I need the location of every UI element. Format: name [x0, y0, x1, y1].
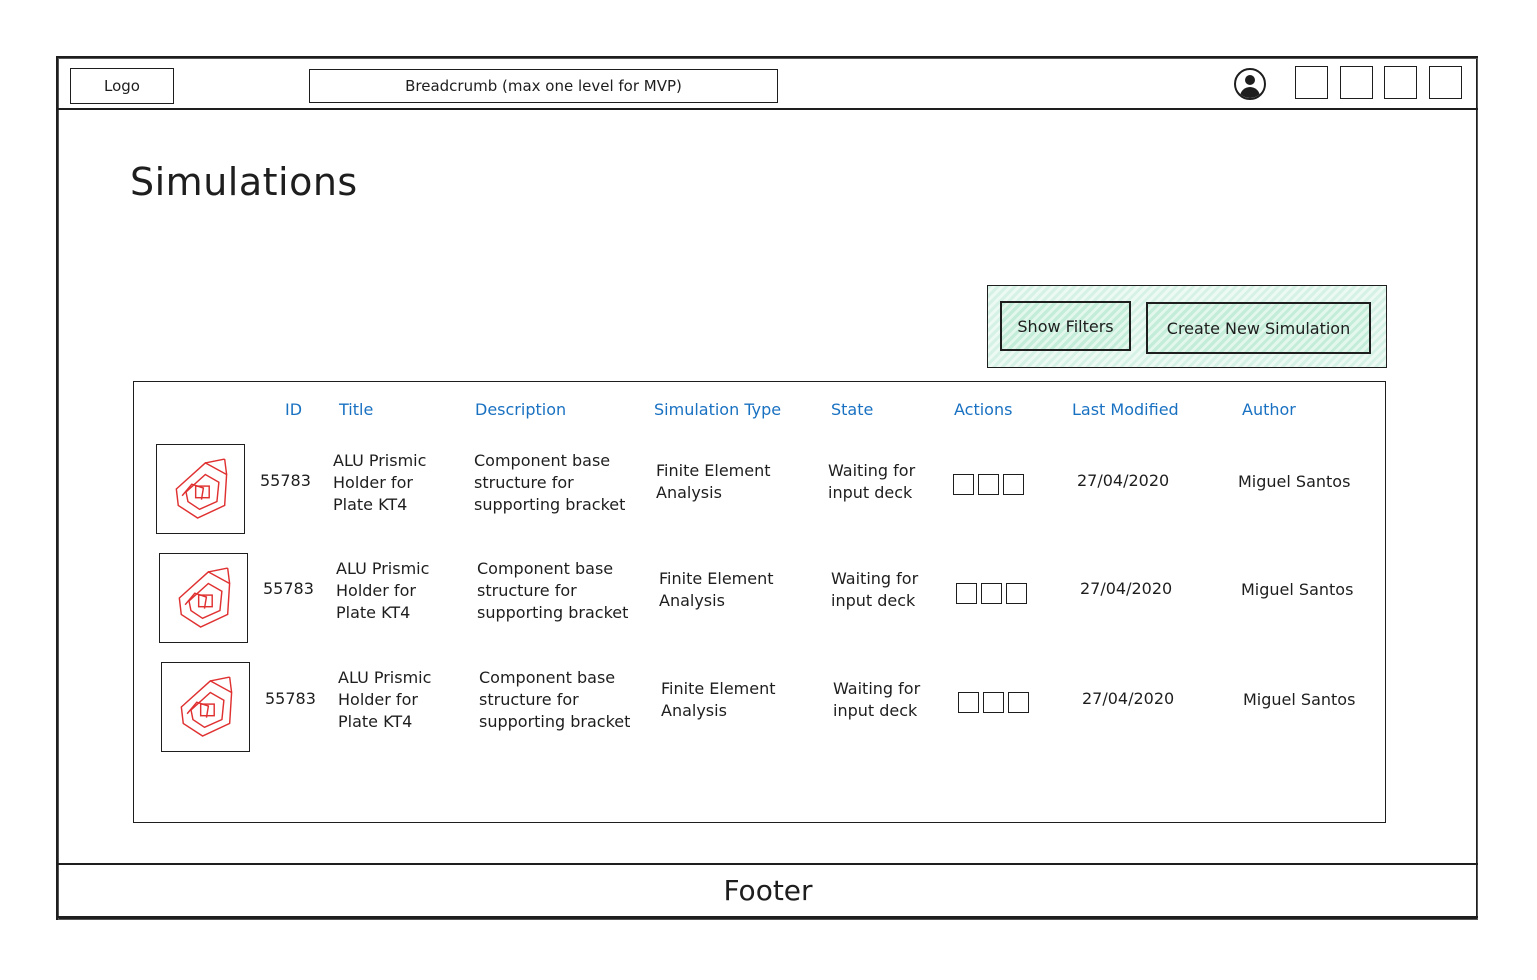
description-line: structure for	[474, 473, 574, 492]
title-line: Plate KT4	[336, 603, 411, 622]
simulation-thumbnail-icon[interactable]	[156, 444, 245, 534]
col-header-description[interactable]: Description	[475, 400, 567, 419]
action-view-icon[interactable]	[958, 692, 979, 713]
row-actions	[953, 474, 1024, 495]
row-actions	[958, 692, 1029, 713]
type-line: Analysis	[661, 701, 727, 720]
description-line: Component base	[479, 668, 616, 687]
description-line: structure for	[477, 581, 577, 600]
description-line: supporting bracket	[474, 495, 626, 514]
cell-simulation-type	[661, 678, 776, 722]
state-line: Waiting for	[831, 569, 919, 588]
action-view-icon[interactable]	[953, 474, 974, 495]
cell-id: 55783	[265, 689, 316, 708]
cell-last-modified: 27/04/2020	[1082, 689, 1175, 708]
header-icon-4[interactable]	[1429, 66, 1462, 99]
cell-title[interactable]	[338, 667, 431, 733]
cell-author: Miguel Santos	[1243, 690, 1356, 709]
state-line: Waiting for	[828, 461, 916, 480]
cell-description	[479, 667, 630, 733]
state-line: input deck	[833, 701, 918, 720]
cell-state	[833, 678, 920, 722]
action-edit-icon[interactable]	[978, 474, 999, 495]
title-line: Holder for	[333, 473, 413, 492]
simulation-thumbnail-icon[interactable]	[159, 553, 248, 643]
col-header-actions[interactable]: Actions	[954, 400, 1013, 419]
row-actions	[956, 583, 1027, 604]
col-header-simulation-type[interactable]: Simulation Type	[654, 400, 782, 419]
state-line: input deck	[831, 591, 916, 610]
title-line: Holder for	[338, 690, 418, 709]
cell-title[interactable]	[336, 558, 429, 624]
show-filters-button[interactable]: Show Filters	[1000, 301, 1131, 351]
description-line: Component base	[474, 451, 611, 470]
state-line: input deck	[828, 483, 913, 502]
action-delete-icon[interactable]	[1006, 583, 1027, 604]
header-icon-2[interactable]	[1340, 66, 1373, 99]
col-header-state[interactable]: State	[831, 400, 874, 419]
description-line: supporting bracket	[477, 603, 629, 622]
title-line: Plate KT4	[338, 712, 413, 731]
action-delete-icon[interactable]	[1008, 692, 1029, 713]
type-line: Finite Element	[656, 461, 771, 480]
user-avatar-icon[interactable]	[1234, 68, 1266, 100]
breadcrumb[interactable]: Breadcrumb (max one level for MVP)	[309, 69, 778, 103]
simulation-thumbnail-icon[interactable]	[161, 662, 250, 752]
cell-last-modified: 27/04/2020	[1080, 579, 1173, 598]
description-line: supporting bracket	[479, 712, 631, 731]
header-icon-3[interactable]	[1384, 66, 1417, 99]
cell-title[interactable]	[333, 450, 426, 516]
col-header-author[interactable]: Author	[1242, 400, 1296, 419]
header-icon-1[interactable]	[1295, 66, 1328, 99]
avatar-head	[1245, 75, 1255, 85]
description-line: structure for	[479, 690, 579, 709]
create-simulation-button[interactable]: Create New Simulation	[1146, 302, 1371, 354]
cell-simulation-type	[659, 568, 774, 612]
title-line: Holder for	[336, 581, 416, 600]
type-line: Finite Element	[661, 679, 776, 698]
col-header-id[interactable]: ID	[285, 400, 303, 419]
type-line: Analysis	[656, 483, 722, 502]
cell-author: Miguel Santos	[1238, 472, 1351, 491]
title-line: Plate KT4	[333, 495, 408, 514]
cell-description	[477, 558, 628, 624]
cell-state	[828, 460, 915, 504]
cell-id: 55783	[263, 579, 314, 598]
footer: Footer	[58, 863, 1478, 918]
action-view-icon[interactable]	[956, 583, 977, 604]
cell-last-modified: 27/04/2020	[1077, 471, 1170, 490]
cell-author: Miguel Santos	[1241, 580, 1354, 599]
logo[interactable]: Logo	[70, 68, 174, 104]
cell-state	[831, 568, 918, 612]
type-line: Finite Element	[659, 569, 774, 588]
type-line: Analysis	[659, 591, 725, 610]
action-edit-icon[interactable]	[983, 692, 1004, 713]
state-line: Waiting for	[833, 679, 921, 698]
title-line: ALU Prismic	[338, 668, 432, 687]
description-line: Component base	[477, 559, 614, 578]
title-line: ALU Prismic	[333, 451, 427, 470]
cell-simulation-type	[656, 460, 771, 504]
cell-description	[474, 450, 625, 516]
page-title: Simulations	[130, 160, 358, 204]
action-delete-icon[interactable]	[1003, 474, 1024, 495]
cell-id: 55783	[260, 471, 311, 490]
avatar-body	[1240, 87, 1260, 100]
col-header-title[interactable]: Title	[339, 400, 374, 419]
col-header-last-modified[interactable]: Last Modified	[1072, 400, 1179, 419]
title-line: ALU Prismic	[336, 559, 430, 578]
action-edit-icon[interactable]	[981, 583, 1002, 604]
